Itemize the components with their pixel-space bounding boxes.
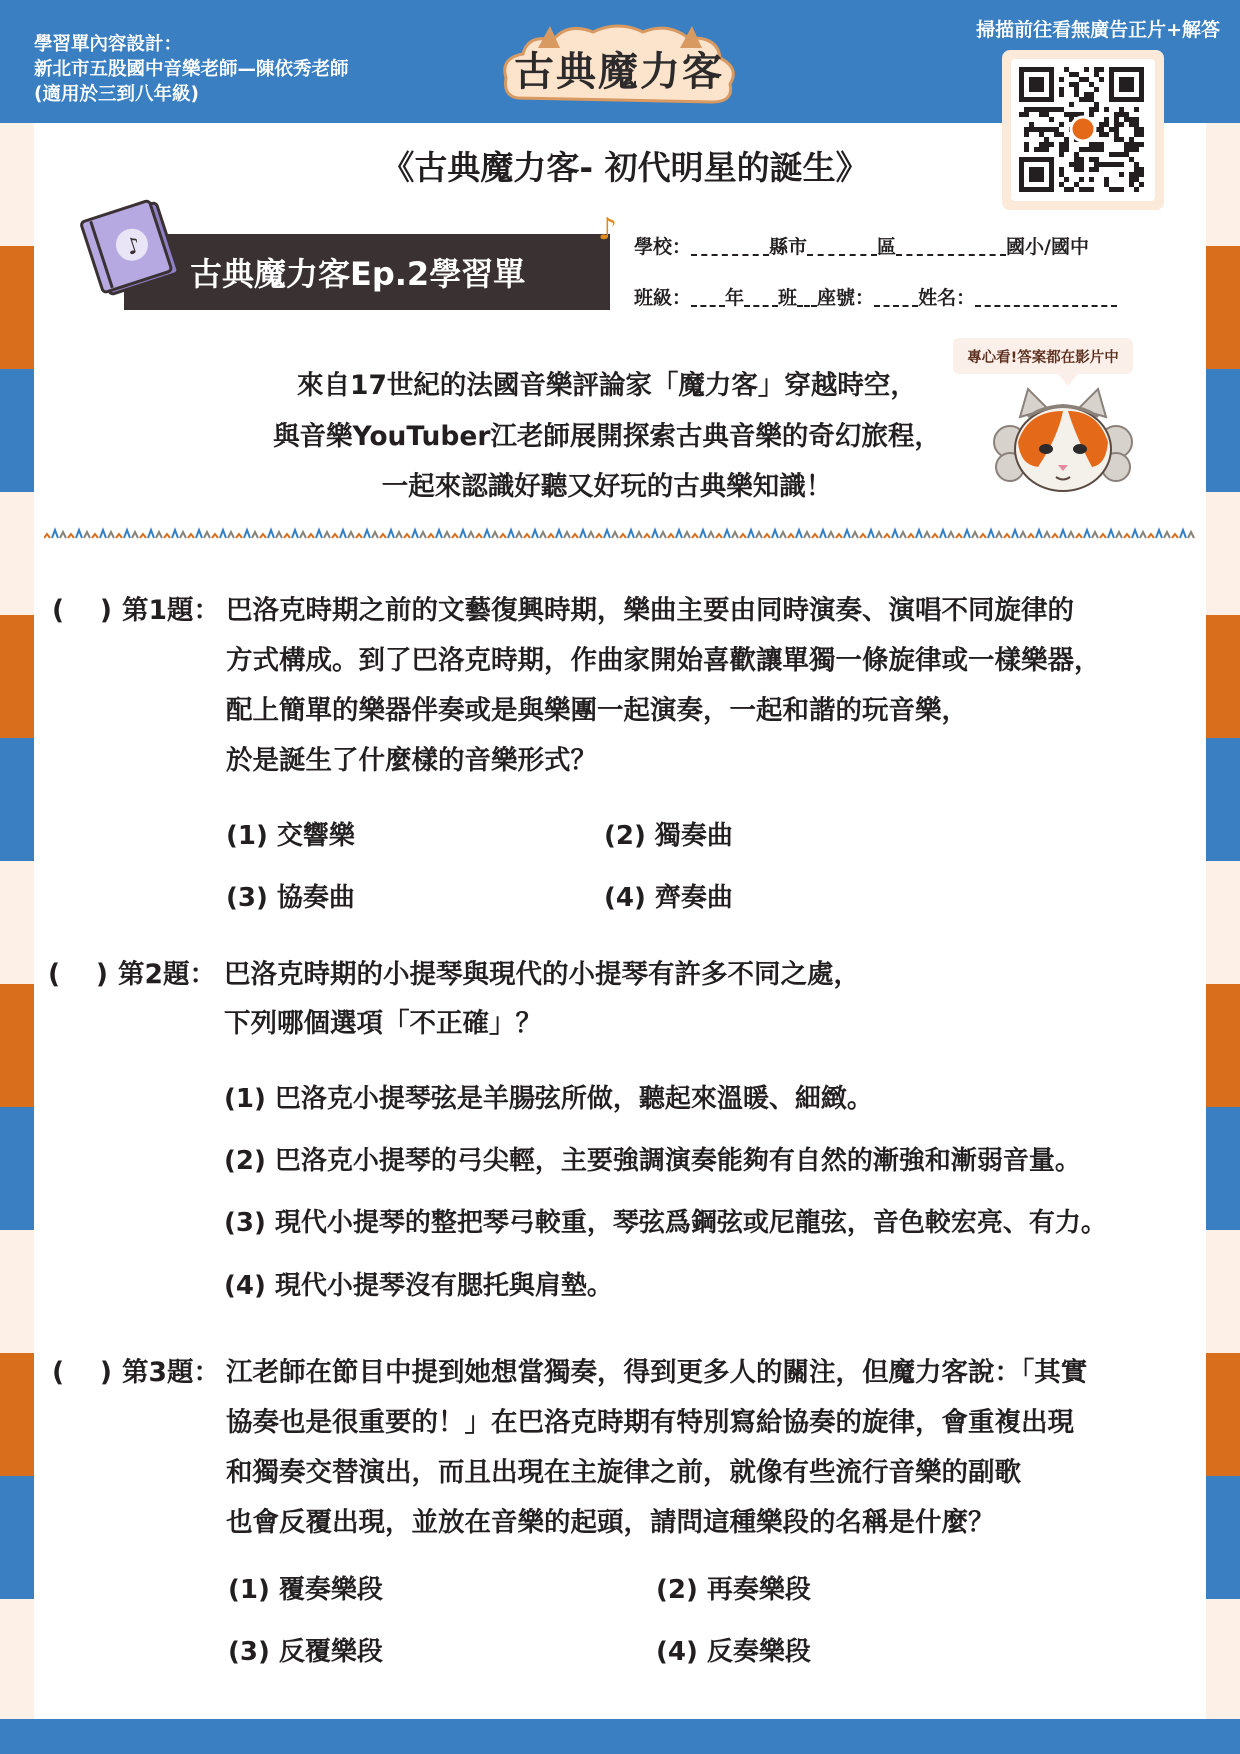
book-icon (76, 190, 186, 304)
grade-blank[interactable] (691, 285, 725, 307)
class-label: 班級： (634, 287, 692, 309)
question-2-option-1[interactable]: (1) 巴洛克小提琴弦是羊腸弦所做，聽起來溫暖、細緻。 (224, 1084, 873, 1114)
county-label: 縣市 (769, 236, 808, 258)
decorative-pattern-strip (44, 524, 1200, 546)
question-3-option-1[interactable]: (1) 覆奏樂段 (228, 1575, 383, 1605)
class-unit-label: 班 (778, 287, 798, 309)
logo-text: 古典魔力客 (514, 48, 724, 95)
qr-code-icon (1019, 67, 1147, 193)
seat-label: 座號： (817, 287, 875, 309)
question-2-label: 第2題： (118, 959, 216, 990)
intro-line: 與音樂YouTuber江老師展開探索古典音樂的奇幻旅程， (273, 421, 941, 452)
cat-mascot-icon (988, 387, 1138, 501)
credit-line: (適用於三到八年級) (34, 84, 199, 105)
question-3-label: 第3題： (122, 1357, 220, 1388)
question-2-option-3[interactable]: (3) 現代小提琴的整把琴弓較重，琴弦爲鋼弦或尼龍弦，音色較宏亮、有力。 (224, 1208, 1107, 1238)
question-1-option-3[interactable]: (3) 協奏曲 (226, 883, 355, 913)
show-logo (498, 18, 740, 114)
question-1-line: 巴洛克時期之前的文藝復興時期，樂曲主要由同時演奏、演唱不同旋律的 (226, 595, 1074, 626)
question-2-option-4[interactable]: (4) 現代小提琴沒有腮托與肩墊。 (224, 1271, 613, 1301)
intro-line: 來自17世紀的法國音樂評論家「魔力客」穿越時空， (297, 370, 917, 401)
class-blank[interactable] (744, 285, 778, 307)
question-1-line: 配上簡單的樂器伴奏或是與樂團一起演奏，一起和諧的玩音樂， (226, 695, 968, 726)
question-3-line: 和獨奏交替演出，而且出現在主旋律之前，就像有些流行音樂的副歌 (226, 1457, 1021, 1488)
question-1-option-2[interactable]: (2) 獨奏曲 (604, 821, 733, 851)
question-3-option-4[interactable]: (4) 反奏樂段 (656, 1637, 811, 1667)
credit-line: 新北市五股國中音樂老師—陳依秀老師 (34, 59, 349, 80)
name-label: 姓名： (918, 287, 976, 309)
school-label: 學校： (634, 236, 692, 258)
seat-blank[interactable] (874, 285, 918, 307)
district-label: 區 (877, 236, 897, 258)
svg-text:♪: ♪ (123, 232, 145, 261)
credit-line: 學習單內容設計： (34, 34, 183, 55)
left-stripe-border (0, 123, 34, 1719)
intro-line: 一起來認識好聽又好玩的古典樂知識！ (381, 471, 833, 502)
question-1-line: 方式構成。到了巴洛克時期，作曲家開始喜歡讓單獨一條旋律或一樣樂器， (226, 645, 1101, 676)
district-blank[interactable] (807, 234, 877, 256)
question-3-option-2[interactable]: (2) 再奏樂段 (656, 1575, 811, 1605)
question-3-paren[interactable]: ( ) (52, 1357, 112, 1388)
name-blank[interactable] (975, 285, 1117, 307)
scan-label: 掃描前往看無廣告正片+解答 (976, 19, 1220, 41)
gap-blank (797, 285, 817, 307)
class-field-row (634, 283, 1117, 310)
worksheet-title: 《古典魔力客- 初代明星的誕生》 (381, 148, 869, 187)
question-2-line: 下列哪個選項「不正確」？ (224, 1008, 542, 1039)
question-2-line: 巴洛克時期的小提琴與現代的小提琴有許多不同之處， (224, 959, 860, 990)
question-3-option-3[interactable]: (3) 反覆樂段 (228, 1637, 383, 1667)
grade-label: 年 (725, 287, 745, 309)
banner-text: 古典魔力客Ep.2學習單 (190, 255, 526, 293)
designer-credit (34, 32, 349, 107)
school-name-blank[interactable] (896, 234, 1006, 256)
speech-bubble-text: 專心看!答案都在影片中 (967, 350, 1119, 366)
qr-code[interactable] (1002, 50, 1164, 210)
county-blank[interactable] (691, 234, 769, 256)
question-2-paren[interactable]: ( ) (48, 959, 108, 990)
question-1-line: 於是誕生了什麼樣的音樂形式？ (226, 745, 597, 776)
question-1-label: 第1題： (122, 595, 220, 626)
question-1-option-4[interactable]: (4) 齊奏曲 (604, 883, 733, 913)
question-3-line: 協奏也是很重要的！」在巴洛克時期有特別寫給協奏的旋律，會重複出現 (226, 1407, 1074, 1438)
school-type-label: 國小/國中 (1006, 236, 1089, 258)
right-stripe-border (1206, 123, 1240, 1719)
question-2-option-2[interactable]: (2) 巴洛克小提琴的弓尖輕，主要強調演奏能夠有自然的漸強和漸弱音量。 (224, 1146, 1081, 1176)
music-note-icon: ♪ (598, 212, 618, 247)
question-1-option-1[interactable]: (1) 交響樂 (226, 821, 355, 851)
question-3-line: 也會反覆出現，並放在音樂的起頭，請問這種樂段的名稱是什麼？ (226, 1507, 995, 1538)
school-field-row (634, 232, 1089, 259)
bottom-bar (0, 1719, 1240, 1754)
question-1-paren[interactable]: ( ) (52, 595, 112, 626)
question-3-line: 江老師在節目中提到她想當獨奏，得到更多人的關注，但魔力客說：「其實 (226, 1357, 1088, 1388)
